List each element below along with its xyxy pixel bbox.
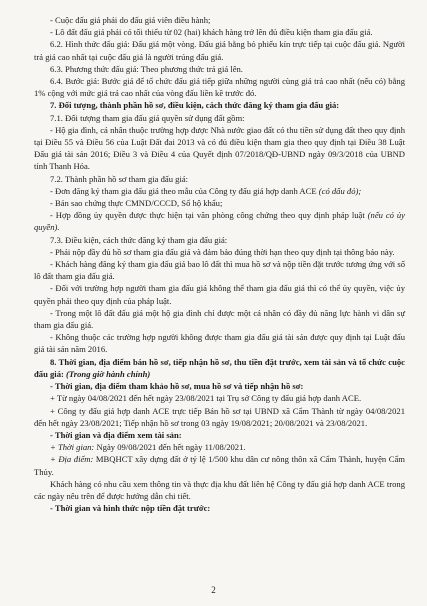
paragraph-line: - Thời gian, địa điểm tham khảo hồ sơ, mua hồ sơ và tiếp nhận hồ sơ:: [50, 381, 304, 392]
paragraph-line: 6.2. Hình thức đấu giá: Đấu giá một vòng. Đấu giá bằng bỏ phiếu kín trực tiếp tại cuộc đấu giá. Người trả giá cao nhất tại cuộc đấu giá là người trúng đấu giá.: [34, 39, 405, 62]
paragraph-line: - Hộ gia đình, cá nhân thuộc trường hợp được Nhà nước giao đất có thu tiền sử dụng đất theo quy định tại Điều 55 và Điều 56 của Luật Đất đai 2013 và có đủ điều kiện tham gia theo quy định tại Điều 38 Luật Đấu giá tài sản 2016; Điều 3 và Điều 4 của Quyết định 07/2018/QĐ-UBND ngày 09/3/2018 của UBND tỉnh Thanh Hóa.: [34, 124, 405, 172]
italic-fragment: (Trong giờ hành chính): [66, 368, 151, 379]
paragraph-line: + Địa điểm: MBQHCT xây dựng đất ở tỷ lệ 1/500 khu dân cư nông thôn xã Cẩm Thành, huyện Cẩm Thủy.: [34, 454, 405, 477]
document-body: [34, 14, 405, 514]
italic-fragment: + Địa điểm:: [50, 454, 94, 465]
paragraph-line: - Phải nộp đầy đủ hồ sơ tham gia đấu giá và đảm bảo đúng thời hạn theo quy định tại thông báo này.: [50, 246, 395, 257]
paragraph-line: - Thời gian và địa điểm xem tài sản:: [50, 429, 182, 440]
paragraph-line: - Lô đất đấu giá phải có tối thiểu từ 02 (hai) khách hàng trở lên đủ điều kiện tham gia đấu giá.: [50, 27, 373, 38]
paragraph-line: - Không thuộc các trường hợp người không được tham gia đấu giá tài sản được quy định tại Luật đấu giá tài sản năm 2016.: [34, 332, 405, 355]
italic-fragment: + Thời gian:: [50, 442, 95, 453]
paragraph-line: 7.3. Điều kiện, cách thức đăng ký tham gia đấu giá:: [50, 234, 228, 245]
page-number: 2: [211, 584, 216, 595]
paragraph-line: + Từ ngày 04/08/2021 đến hết ngày 23/08/2021 tại Trụ sở Công ty đấu giá hợp danh ACE.: [50, 393, 362, 404]
paragraph-line: 7. Đối tượng, thành phần hồ sơ, điều kiện, cách thức đăng ký tham gia đấu giá:: [50, 100, 340, 111]
paragraph-line: - Thời gian và hình thức nộp tiền đặt trước:: [50, 503, 211, 514]
paragraph-line: + Công ty đấu giá hợp danh ACE trực tiếp Bán hồ sơ tại UBND xã Cẩm Thành từ ngày 04/08/2021 đến hết ngày 23/08/2021; Tiếp nhận hồ sơ trong 03 ngày 19/08/2021; 20/08/2021 và 23/08/2021.: [34, 405, 405, 428]
paragraph-line: - Đơn đăng ký tham gia đấu giá theo mẫu của Công ty đấu giá hợp danh ACE (có dấu đỏ);: [50, 185, 362, 196]
paragraph-line: + Thời gian: Ngày 09/08/2021 đến hết ngày 11/08/2021.: [50, 442, 246, 453]
paragraph-line: - Bản sao chứng thực CMND/CCCD, Sổ hộ khẩu;: [50, 198, 223, 209]
paragraph-line: - Đối với trường hợp người tham gia đấu giá không thể tham gia đấu giá thì có thể ủy quyền, việc ủy quyền phải theo quy định của pháp luật.: [34, 283, 405, 306]
paragraph-line: - Cuộc đấu giá phải do đấu giá viên điều hành;: [50, 15, 211, 25]
paragraph-line: 6.4. Bước giá: Bước giá để tổ chức đấu giá tiếp giữa những người cùng giá trả cao nhất (nếu có) bằng 1% cộng với mức giá trả cao nhất của vòng đấu liền kề trước đó.: [34, 76, 405, 99]
paragraph-line: 6.3. Phương thức đấu giá: Theo phương thức trả giá lên.: [50, 63, 243, 74]
paragraph-line: - Trong một lô đất đấu giá một hộ gia đình chỉ được một cá nhân có đầy đủ năng lực hành vi dân sự tham gia đấu giá.: [34, 307, 405, 331]
paragraph-line: 8. Thời gian, địa điểm bán hồ sơ, tiếp nhận hồ sơ, thu tiền đặt trước, xem tài sản và tổ chức cuộc đấu giá: (Trong giờ hành chính): [34, 356, 405, 379]
italic-fragment: (có dấu đỏ);: [318, 185, 362, 196]
italic-fragment: (nếu có ủy quyền).: [34, 210, 405, 233]
paragraph-line: 7.1. Đối tượng tham gia đấu giá quyền sử dụng đất gồm:: [50, 112, 245, 123]
paragraph-line: 7.2. Thành phần hồ sơ tham gia đấu giá:: [50, 173, 189, 184]
paragraph-line: - Hợp đồng ủy quyền được thực hiện tại văn phòng công chứng theo quy định pháp luật (nếu có ủy quyền).: [34, 210, 405, 233]
paragraph-line: Khách hàng có nhu cầu xem thông tin và thực địa khu đất liên hệ Công ty đấu giá hợp danh ACE trong các ngày nêu trên để được hướng dẫn chi tiết.: [34, 478, 405, 501]
paragraph-line: - Khách hàng đăng ký tham gia đấu giá bao lô đất thì mua hồ sơ và nộp tiền đặt trước tương ứng với số lô đất tham gia đấu giá.: [34, 259, 405, 282]
